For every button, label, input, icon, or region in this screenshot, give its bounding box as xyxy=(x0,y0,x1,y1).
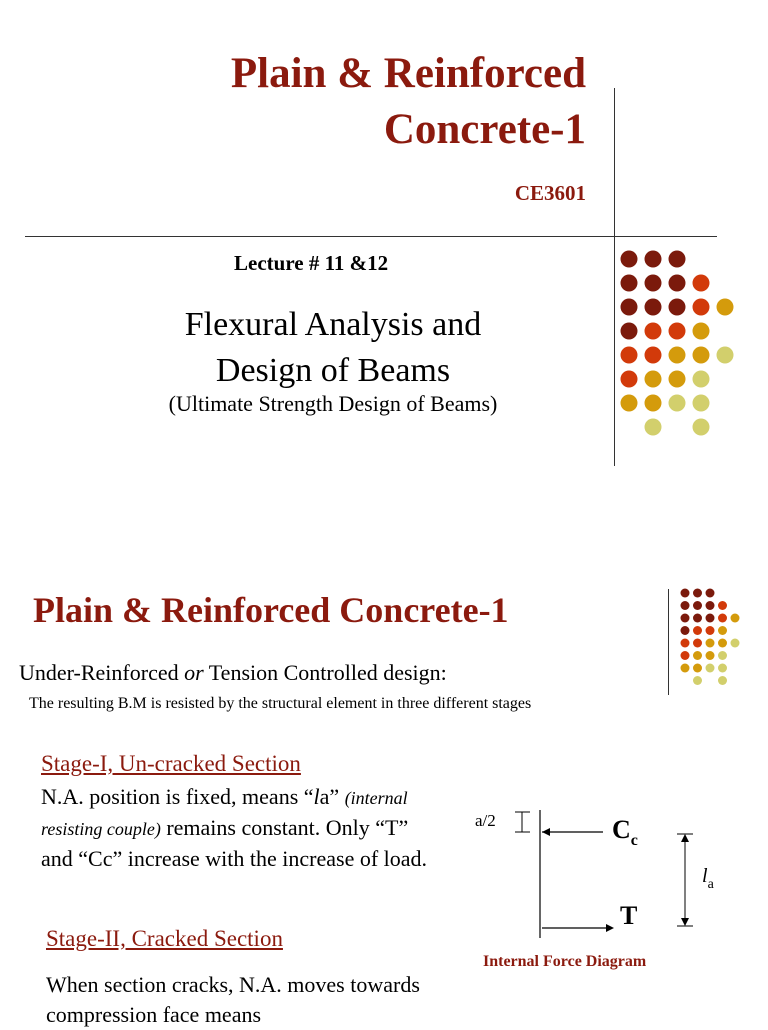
slide1-subtitle: (Ultimate Strength Design of Beams) xyxy=(168,391,498,416)
decorative-dot xyxy=(693,626,702,635)
decorative-dot xyxy=(645,299,662,316)
t-label: T xyxy=(620,901,638,930)
stage1-text-c: remains constant. Only “T” and “Cc” increase with the increase of load. xyxy=(41,815,428,871)
slide1-title-line1: Plain & Reinforced xyxy=(230,50,586,97)
decorative-dot-grid-small xyxy=(680,588,760,700)
decorative-dot xyxy=(669,299,686,316)
stage2-description: When section cracks, N.A. moves towards compression face means xyxy=(46,972,420,1027)
decorative-dot xyxy=(669,323,686,340)
decorative-dot xyxy=(718,639,727,648)
decorative-dot xyxy=(621,347,638,364)
decorative-dot xyxy=(645,371,662,388)
decorative-dot xyxy=(718,614,727,623)
decorative-dot xyxy=(681,664,690,673)
decorative-dot xyxy=(621,299,638,316)
decorative-dot xyxy=(693,275,710,292)
decorative-dot xyxy=(706,639,715,648)
decorative-dot xyxy=(706,664,715,673)
decorative-dot xyxy=(681,614,690,623)
decorative-dot xyxy=(718,601,727,610)
decorative-dot xyxy=(621,323,638,340)
stage1-text-la: l xyxy=(313,784,320,809)
decorative-dot xyxy=(693,664,702,673)
decorative-dot xyxy=(706,614,715,623)
decorative-dot xyxy=(693,676,702,685)
slide2-title: Plain & Reinforced Concrete-1 xyxy=(33,590,509,630)
slide2-vertical-divider xyxy=(668,589,669,695)
lecture-number: Lecture # 11 &12 xyxy=(234,251,389,275)
decorative-dot xyxy=(645,347,662,364)
decorative-dot xyxy=(645,395,662,412)
cc-arrowhead xyxy=(542,828,550,836)
a2-label: a/2 xyxy=(475,811,496,830)
decorative-dot xyxy=(669,275,686,292)
decorative-dot-grid-large xyxy=(620,250,750,440)
decorative-dot xyxy=(681,626,690,635)
t-arrowhead xyxy=(606,924,614,932)
la-label: $l_a$ xyxy=(702,865,714,892)
decorative-dot xyxy=(718,626,727,635)
decorative-dot xyxy=(681,601,690,610)
decorative-dot xyxy=(706,626,715,635)
decorative-dot xyxy=(693,323,710,340)
decorative-dot xyxy=(693,419,710,436)
decorative-dot xyxy=(621,371,638,388)
decorative-dot xyxy=(693,299,710,316)
decorative-dot xyxy=(706,651,715,660)
stage1-description xyxy=(41,782,441,874)
decorative-dot xyxy=(731,639,740,648)
decorative-dot xyxy=(718,664,727,673)
decorative-dot xyxy=(718,651,727,660)
stage2-heading: Stage-II, Cracked Section xyxy=(46,926,283,951)
design-heading-part1: Under-Reinforced xyxy=(19,660,185,685)
decorative-dot xyxy=(621,251,638,268)
design-heading xyxy=(19,660,447,686)
decorative-dot xyxy=(669,251,686,268)
internal-force-diagram xyxy=(470,800,730,950)
decorative-dot xyxy=(717,347,734,364)
decorative-dot xyxy=(731,614,740,623)
la-arrowhead-top xyxy=(681,834,689,842)
decorative-dot xyxy=(718,676,727,685)
stage1-text-b: a” xyxy=(319,784,345,809)
decorative-dot xyxy=(681,639,690,648)
course-code: CE3601 xyxy=(514,181,586,205)
decorative-dot xyxy=(717,299,734,316)
decorative-dot xyxy=(645,323,662,340)
decorative-dot xyxy=(693,639,702,648)
intro-text: The resulting B.M is resisted by the structural element in three different stages xyxy=(29,695,532,712)
decorative-dot xyxy=(645,419,662,436)
stage1-text-a: N.A. position is fixed, means “ xyxy=(41,784,314,809)
decorative-dot xyxy=(693,601,702,610)
decorative-dot xyxy=(706,601,715,610)
decorative-dot xyxy=(693,395,710,412)
diagram-caption: Internal Force Diagram xyxy=(483,953,647,970)
decorative-dot xyxy=(645,251,662,268)
design-heading-part2: Tension Controlled design: xyxy=(203,660,447,685)
decorative-dot xyxy=(693,347,710,364)
slide1-vertical-divider xyxy=(614,88,615,466)
decorative-dot xyxy=(706,589,715,598)
la-arrowhead-bottom xyxy=(681,918,689,926)
decorative-dot xyxy=(669,395,686,412)
decorative-dot xyxy=(693,371,710,388)
slide1-main-title-line2: Design of Beams xyxy=(215,352,451,389)
decorative-dot xyxy=(621,275,638,292)
decorative-dot xyxy=(681,651,690,660)
decorative-dot xyxy=(645,275,662,292)
decorative-dot xyxy=(669,371,686,388)
stage1-text-paren: (internal resisting couple) xyxy=(41,788,408,839)
cc-label: $C_c$ xyxy=(612,815,638,849)
decorative-dot xyxy=(693,589,702,598)
decorative-dot xyxy=(693,651,702,660)
decorative-dot xyxy=(681,589,690,598)
slide1-title-line2: Concrete-1 xyxy=(383,106,586,153)
decorative-dot xyxy=(693,614,702,623)
decorative-dot xyxy=(621,395,638,412)
slide1-main-title-line1: Flexural Analysis and xyxy=(184,306,482,343)
decorative-dot xyxy=(669,347,686,364)
stage1-heading: Stage-I, Un-cracked Section xyxy=(41,751,301,776)
design-heading-or: or xyxy=(184,660,204,685)
